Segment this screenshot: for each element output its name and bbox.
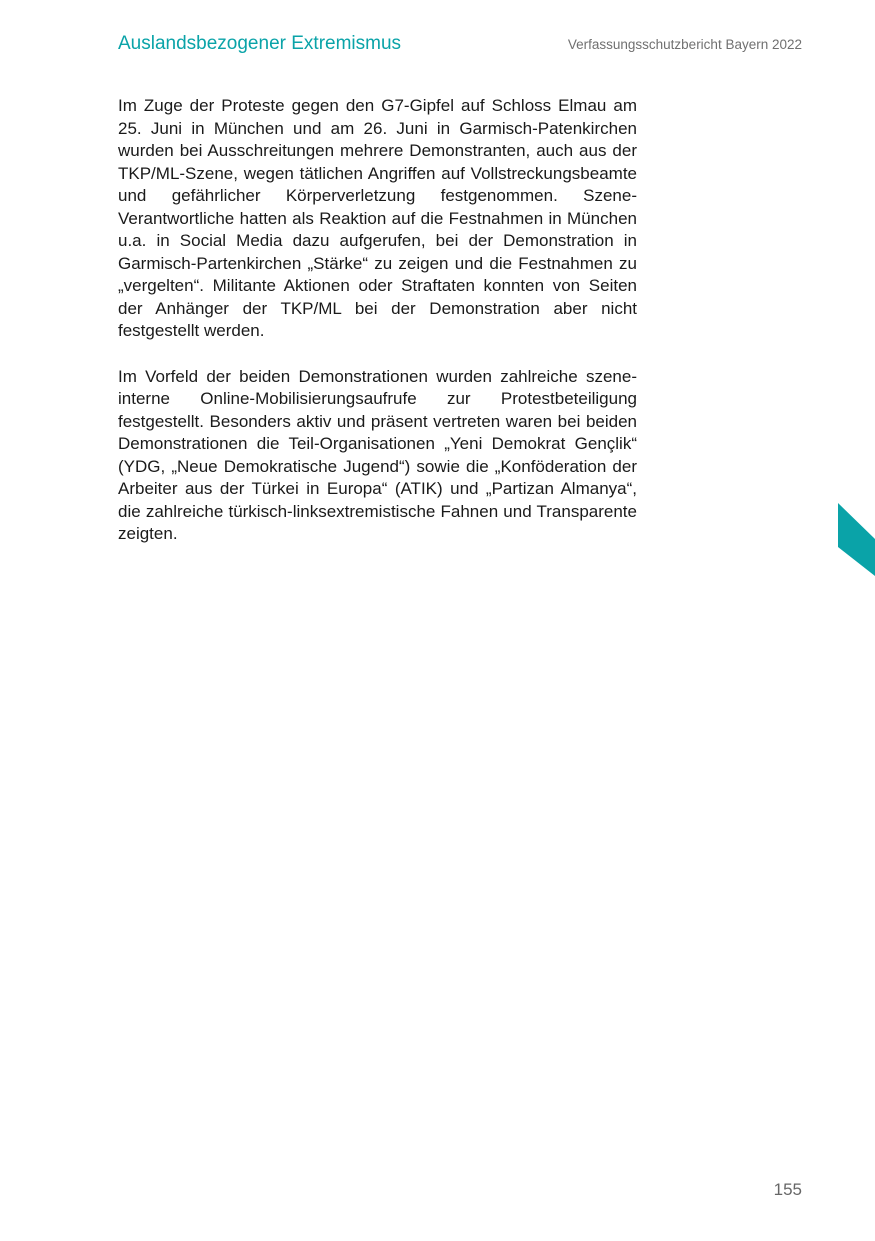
section-title: Auslandsbezogener Extremismus — [118, 33, 402, 54]
body-text — [118, 95, 637, 569]
publication-title: Verfassungsschutzbericht Bayern 2022 — [567, 37, 802, 52]
page-number: 155 — [773, 1180, 802, 1199]
chapter-tab-marker — [838, 503, 875, 576]
paragraph-1: Im Zuge der Proteste gegen den G7-Gipfel auf Schloss Elmau am 25. Juni in München und am 26. Juni in Garmisch-Patenkirchen wurden bei Ausschreitungen mehrere Demonstranten, auch aus der TKP/ML-Szene, wegen tätlichen Angriffen auf Vollstreckungsbeamte und gefährlicher Körperverletzung festgenommen. Szene-Verantwortliche hatten als Reaktion auf die Festnahmen in München u.a. in Social Media dazu aufgerufen, bei der Demonstration in Garmisch-Partenkirchen „Stärke“ zu zeigen und die Festnahmen zu „vergelten“. Militante Aktionen oder Straftaten konnten von Seiten der Anhänger der TKP/ML bei der Demonstration aber nicht festgestellt werden. — [118, 96, 637, 340]
paragraph-2: Im Vorfeld der beiden Demonstrationen wurden zahlreiche szeneinterne Online-Mobilisierungsaufrufe zur Protestbeteiligung festgestellt. Besonders aktiv und präsent vertreten waren bei beiden Demonstrationen die Teil-Organisationen „Yeni Demokrat Gençlik“ (YDG, „Neue Demokratische Jugend“) sowie die „Konföderation der Arbeiter aus der Türkei in Europa“ (ATIK) und „Partizan Almanya“, die zahlreiche türkisch-linksextremistische Fahnen und Transparente zeigten. — [118, 366, 637, 543]
